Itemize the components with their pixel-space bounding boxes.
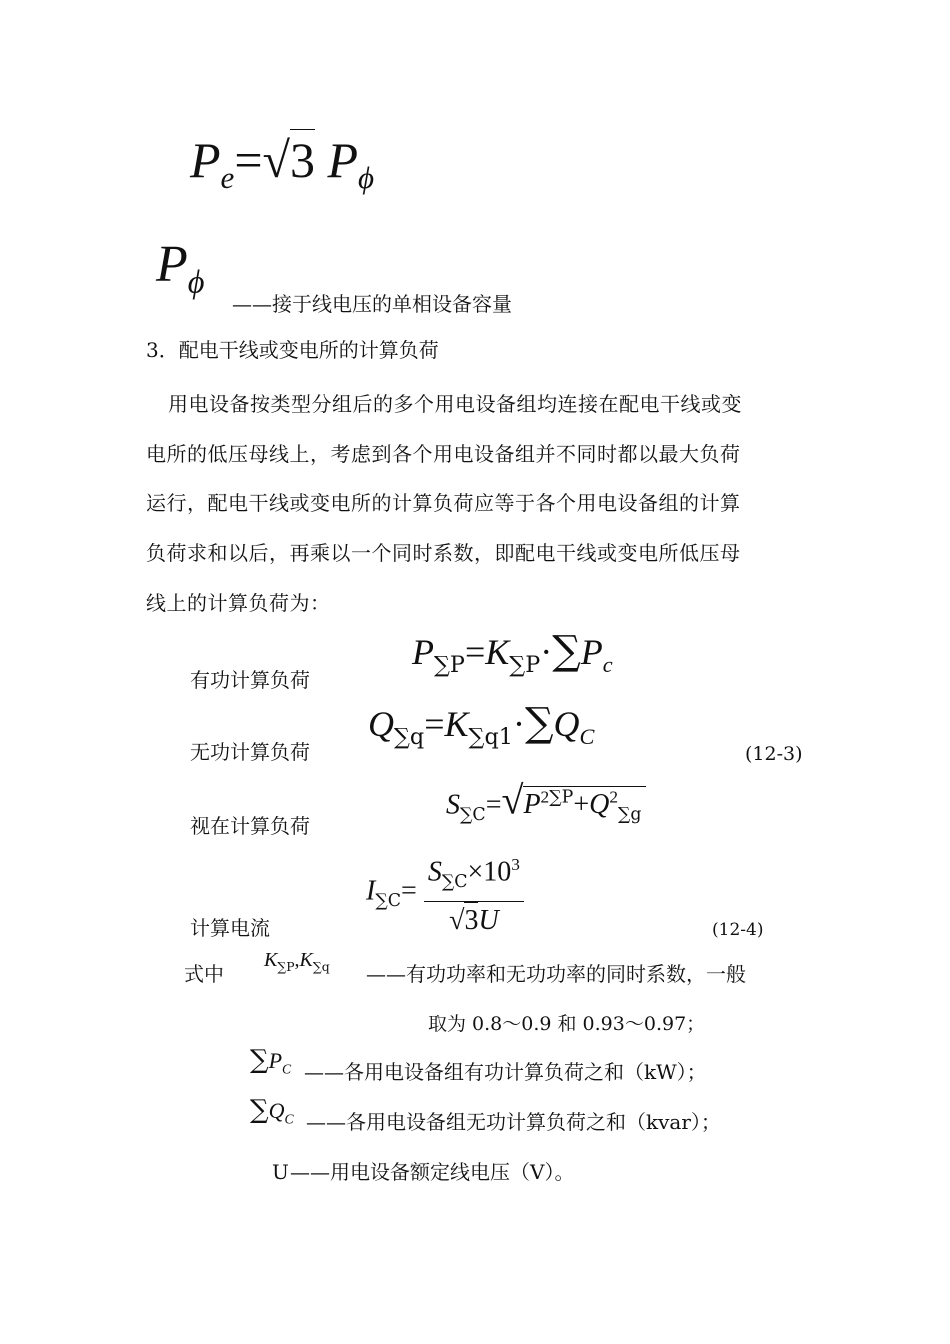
- sum-pc-definition: ——各用电设备组有功计算负荷之和（kW）；: [304, 1060, 707, 1084]
- formula-active-load: $P_{\sum P}=K_{\sum P}\cdot\sum P_c$: [412, 628, 613, 679]
- k-coefficients-range: 取为 0.8～0.9 和 0.93～0.97；: [428, 1013, 706, 1035]
- label-reactive-load: 无功计算负荷: [190, 740, 310, 764]
- u-symbol: U: [272, 1160, 289, 1184]
- paragraph-line: 负荷求和以后，再乘以一个同时系数，即配电干线或变电所低压母: [146, 541, 741, 565]
- u-definition: ——用电设备额定线电压（V）。: [290, 1160, 575, 1184]
- equation-number-12-3: (12-3): [745, 743, 803, 765]
- section-heading: 3．配电干线或变电所的计算负荷: [146, 338, 439, 362]
- formula-current: $I_{\sum C}=$ $\frac{S_{\sum C}\times 10^3}{√3U}$: [366, 848, 524, 938]
- k-coefficients-definition: ——有功功率和无功功率的同时系数，一般: [366, 962, 746, 986]
- paragraph-line: 电所的低压母线上，考虑到各个用电设备组并不同时都以最大负荷: [146, 442, 741, 466]
- pphi-definition: ——接于线电压的单相设备容量: [232, 292, 512, 316]
- sum-qc-symbol: $\sum Q_C$: [250, 1095, 294, 1127]
- label-current: 计算电流: [190, 916, 270, 940]
- paragraph-line: 用电设备按类型分组后的多个用电设备组均连接在配电干线或变: [168, 392, 742, 416]
- pphi-symbol: $P_\phi$: [156, 236, 205, 300]
- formula-reactive-load: $Q_{\sum q}=K_{\sum q1}\cdot\sum Q_C$: [368, 700, 595, 751]
- formula-pe: $P_e=√3$ $P_\phi$: [190, 130, 374, 208]
- label-apparent-load: 视在计算负荷: [190, 814, 310, 838]
- equation-number-12-4: (12-4): [712, 920, 764, 940]
- where-label: 式中: [184, 962, 224, 986]
- k-coefficients: $K_{\sum P},K_{\sum q}$: [264, 949, 330, 974]
- label-active-load: 有功计算负荷: [190, 668, 310, 692]
- paragraph-line: 运行，配电干线或变电所的计算负荷应等于各个用电设备组的计算: [146, 491, 741, 515]
- sum-qc-definition: ——各用电设备组无功计算负荷之和（kvar）；: [306, 1110, 721, 1134]
- sum-pc-symbol: $\sum P_C$: [250, 1045, 292, 1077]
- formula-apparent-load: $S_{\sum C}=√P^{2\sum P}+Q^2_{\sum g}$: [446, 770, 646, 843]
- paragraph-line: 线上的计算负荷为：: [146, 591, 331, 615]
- current-fraction: $\frac{S_{\sum C}\times 10^3}{√3U}$: [424, 848, 524, 938]
